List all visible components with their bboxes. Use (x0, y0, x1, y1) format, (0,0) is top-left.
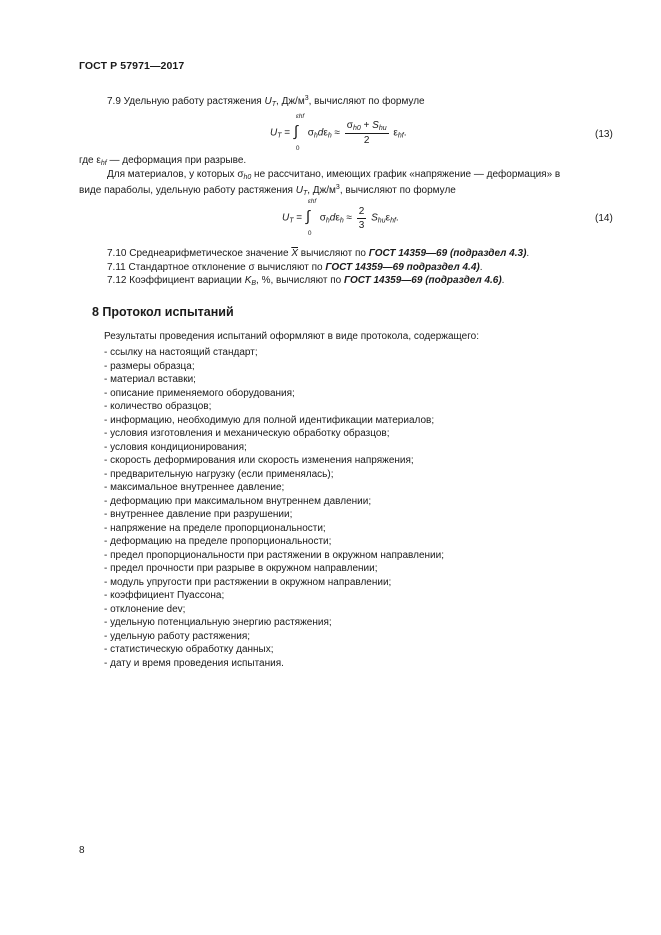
list-item: - напряжение на пределе пропорциональности; (104, 522, 326, 534)
list-item: - условия изготовления и механическую обработку образцов; (104, 428, 390, 439)
list-item: - коэффициент Пуассона; (104, 590, 225, 601)
list-item: - предварительную нагрузку (если применялась); (104, 468, 334, 480)
equation-number-14: (14) (595, 213, 613, 224)
list-item: - удельную работу растяжения; (104, 630, 251, 642)
list-item: - деформацию при максимальном внутреннем давлении; (104, 495, 372, 507)
list-item: - модуль упругости при растяжении в окружном направлении; (104, 576, 392, 588)
list-item: - размеры образца; (104, 360, 195, 372)
equation-number-13: (13) (595, 129, 613, 140)
paragraph-7-11: 7.11 Стандартное отклонение σ вычисляют по ГОСТ 14359—69 подраздел 4.4). (107, 262, 483, 273)
section-8-title: 8 Протокол испытаний (92, 305, 234, 319)
list-item: - удельную потенциальную энергию растяжения; (104, 617, 332, 628)
list-item: - ссылку на настоящий стандарт; (104, 347, 258, 358)
list-item: - условия кондиционирования; (104, 441, 247, 453)
fraction: $\frac{\sigma_{h0} + S_{hu}}{2}$ (346, 120, 387, 146)
list-item: - количество образцов; (104, 401, 212, 412)
integral-sign: εhf ∫ 0 (305, 198, 317, 237)
paragraph-7-10: 7.10 Среднеарифметическое значение $\overline{X}$ вычисляют по ГОСТ 14359—69 (подраздел 4.3). (107, 248, 530, 259)
list-item: - скорость деформирования или скорость изменения напряжения; (104, 455, 414, 466)
list-item: - материал вставки; (104, 374, 196, 385)
integral-sign: εhf ∫ 0 (293, 113, 305, 152)
document-header: ГОСТ Р 57971—2017 (79, 60, 185, 72)
list-item: - предел прочности при разрыве в окружном направлении; (104, 563, 378, 574)
materials-line-1: Для материалов, у которых $\sigma_{h0}$ не рассчитано, имеющих график «напряжение — деформация» в (107, 169, 561, 181)
list-item: - статистическую обработку данных; (104, 644, 274, 655)
list-item: - деформацию на пределе пропорциональности; (104, 536, 332, 547)
paragraph-7-12: 7.12 Коэффициент вариации $K_B$, %, вычисляют по ГОСТ 14359—69 (подраздел 4.6). (107, 275, 505, 287)
list-item: - описание применяемого оборудования; (104, 387, 295, 399)
list-item: - отклонение dev; (104, 603, 186, 615)
fraction: $\frac{2}{3}$ (358, 205, 365, 231)
paragraph-7-9: 7.9 Удельную работу растяжения $U_T$, $Дж/м^3$, вычисляют по формуле (107, 95, 425, 108)
protocol-items-list (104, 346, 444, 670)
list-item: - предел пропорциональности при растяжении в окружном направлении; (104, 549, 444, 561)
list-item: - внутреннее давление при разрушении; (104, 509, 293, 520)
list-item: - дату и время проведения испытания. (104, 657, 284, 669)
formula-13: $U_T$ = εhf ∫ 0 $\sigma_hd\varepsilon_h$ ≈ $\frac{\sigma_{h0} + S_{hu}}{2}$ $\varepsilon_{hf}$. (270, 113, 407, 152)
list-item: - информацию, необходимую для полной идентификации материалов; (104, 414, 435, 426)
page-number: 8 (79, 845, 85, 856)
list-item: - максимальное внутреннее давление; (104, 482, 285, 493)
formula-14: $U_T$ = εhf ∫ 0 $\sigma_hd\varepsilon_h$ ≈ $\frac{2}{3}$ $S_{hu}\varepsilon_{hf}$. (282, 198, 399, 237)
where-line: где $\varepsilon_{hf}$ — деформация при разрыве. (79, 155, 247, 167)
section-8-intro: Результаты проведения испытаний оформляют в виде протокола, содержащего: (104, 331, 479, 342)
materials-line-2: виде параболы, удельную работу растяжения $U_T$, $Дж/м^3$, вычисляют по формуле (79, 184, 456, 197)
